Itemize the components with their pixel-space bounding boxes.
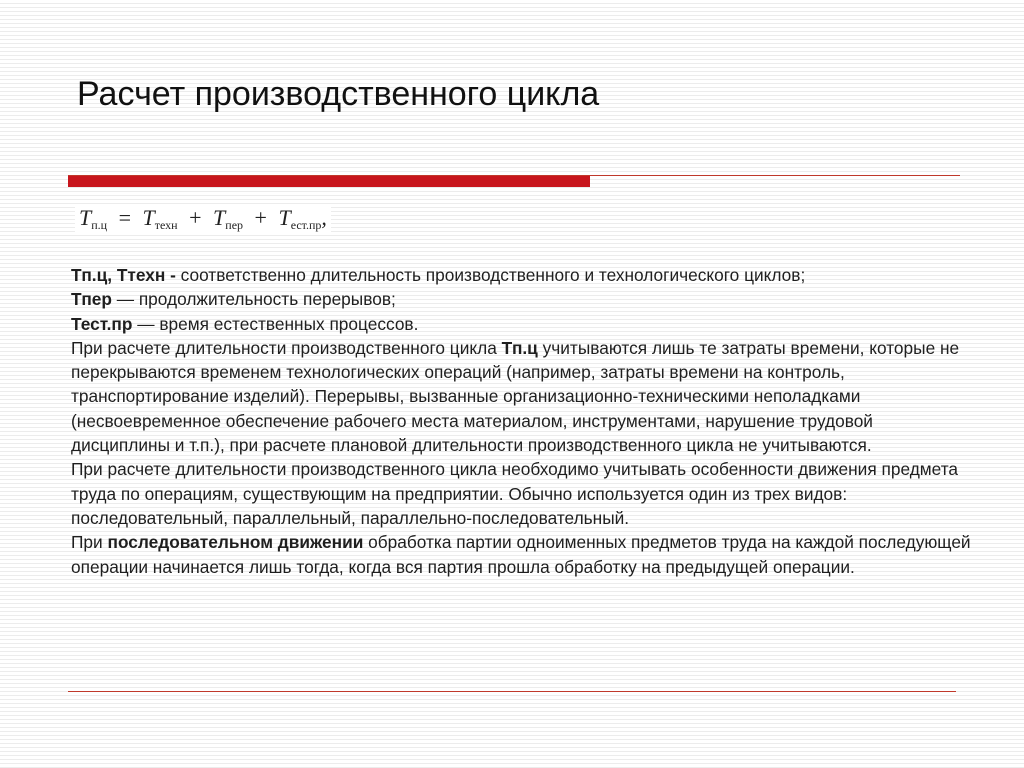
formula-term-2-subscript: пер — [225, 218, 244, 232]
definition-natural-processes — [71, 312, 971, 336]
formula-term-3: T — [278, 205, 291, 230]
paragraph-text: При расчете длительности производственного цикла — [71, 337, 502, 358]
paragraph-cycle-calculation — [71, 336, 971, 457]
paragraph-text: учитываются лишь те затраты времени, которые не перекрываются временем технологических операций (например, затраты времени на контроль, транспортирование изделий). Перерывы, вызванные организационно-техническими неполадками (несвоевременное обеспечение рабочего места материалом, инструментами, нарушение трудовой дисциплины и т.п.), при расчете плановой длительности производственного цикла не учитываются. — [71, 337, 960, 456]
term-tpc-inline: Тп.ц — [501, 337, 538, 358]
term-separator: , — [107, 265, 117, 285]
formula-equals: = — [118, 205, 132, 230]
term-tpc: Тп.ц — [71, 265, 108, 285]
definition-text: — продолжительность перерывов; — [111, 289, 396, 310]
formula-lhs-subscript: п.ц — [91, 218, 108, 232]
definition-text: соответственно длительность производственного и технологического циклов; — [175, 265, 806, 285]
paragraph-text: обработка партии одноименных предметов труда на каждой последующей операции начинается лишь тогда, когда вся партия прошла обработку на предыдущей операции. — [71, 532, 971, 577]
formula-trailing-comma: , — [321, 205, 327, 230]
bottom-divider — [68, 691, 956, 692]
term-sequential-movement: последовательном движении — [107, 532, 364, 553]
term-ttekhn: Ттехн - — [116, 265, 176, 285]
definition-breaks — [71, 287, 971, 311]
definition-cycle-times — [71, 263, 971, 287]
slide-body — [71, 263, 971, 579]
formula-term-1-subscript: техн — [154, 218, 178, 232]
definition-text: — время естественных процессов. — [132, 313, 419, 334]
formula-lhs: T — [79, 205, 92, 230]
term-test-pr: Тест.пр — [71, 313, 133, 334]
formula-term-2: T — [213, 205, 226, 230]
top-divider-thick — [68, 176, 590, 187]
slide-title: Расчет производственного цикла — [77, 75, 600, 113]
cycle-formula — [75, 205, 331, 233]
formula-plus-2: + — [254, 205, 267, 230]
paragraph-sequential-movement — [71, 530, 971, 579]
formula-plus-1: + — [189, 205, 202, 230]
term-tper: Тпер — [71, 289, 112, 310]
paragraph-movement-types — [71, 457, 971, 530]
formula-term-3-subscript: ест.пр — [290, 218, 322, 232]
formula-term-1: T — [142, 205, 155, 230]
paragraph-text: При — [71, 532, 108, 553]
paragraph-text: При расчете длительности производственного цикла необходимо учитывать особенности движения предмета труда по операциям, существующим на предприятии. Обычно используется один из трех видов: последовательный, параллельный, параллельно-последовательный. — [71, 459, 959, 528]
